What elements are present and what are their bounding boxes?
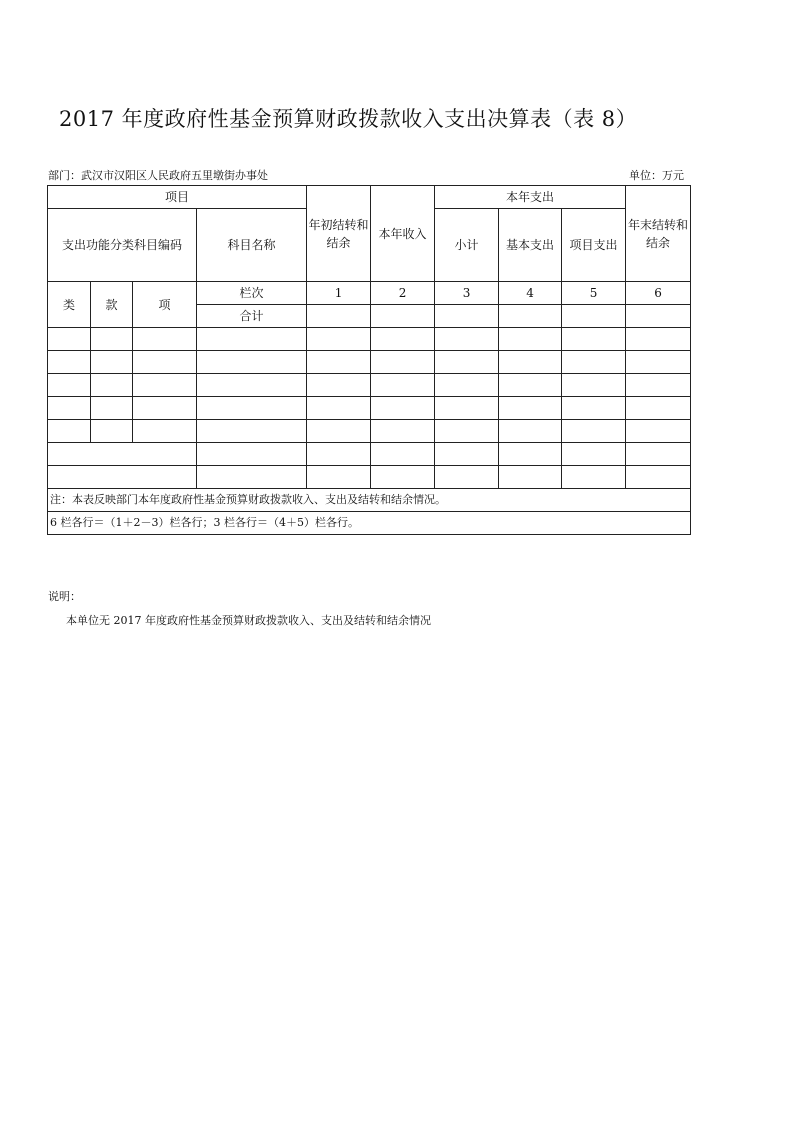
column-no-2: 2 (371, 282, 435, 305)
table-cell (499, 374, 562, 397)
table-cell (371, 351, 435, 374)
table-cell (371, 305, 435, 328)
table-cell (562, 374, 626, 397)
table-cell (197, 397, 307, 420)
table-cell (307, 328, 371, 351)
page-title: 2017 年度政府性基金预算财政拨款收入支出决算表（表 8） (59, 107, 638, 131)
table-cell (91, 374, 133, 397)
table-cell (435, 328, 499, 351)
total-label: 合计 (197, 305, 307, 328)
table-cell (499, 466, 562, 489)
table-cell (307, 305, 371, 328)
table-cell (435, 443, 499, 466)
budget-table (47, 185, 691, 535)
table-cell (562, 305, 626, 328)
table-cell (626, 420, 691, 443)
column-no-1: 1 (307, 282, 371, 305)
header-subtotal: 小计 (435, 209, 499, 282)
table-cell (307, 374, 371, 397)
header-xiang: 项 (133, 282, 197, 328)
table-cell (197, 374, 307, 397)
table-cell (48, 397, 91, 420)
table-cell (499, 305, 562, 328)
header-item: 项目 (48, 186, 307, 209)
table-cell (133, 397, 197, 420)
table-cell (435, 351, 499, 374)
table-cell (197, 351, 307, 374)
table-cell (197, 466, 307, 489)
table-cell (307, 351, 371, 374)
table-cell (626, 305, 691, 328)
column-no-6: 6 (626, 282, 691, 305)
table-cell (307, 466, 371, 489)
explanation-text: 本单位无 2017 年度政府性基金预算财政拨款收入、支出及结转和结余情况 (66, 614, 431, 627)
table-cell (133, 420, 197, 443)
table-cell (91, 328, 133, 351)
table-row (48, 374, 691, 397)
table-cell (371, 397, 435, 420)
table-cell (435, 305, 499, 328)
table-cell (91, 420, 133, 443)
table-row (48, 443, 691, 466)
column-no-4: 4 (499, 282, 562, 305)
table-cell (48, 466, 197, 489)
header-lei: 类 (48, 282, 91, 328)
table-note-1: 注：本表反映部门本年度政府性基金预算财政拨款收入、支出及结转和结余情况。 (48, 489, 691, 512)
table-cell (626, 443, 691, 466)
header-end-balance: 年末结转和结余 (626, 186, 691, 282)
table-cell (371, 328, 435, 351)
table-cell (197, 328, 307, 351)
table-cell (91, 397, 133, 420)
table-cell (562, 420, 626, 443)
table-cell (626, 374, 691, 397)
table-cell (371, 374, 435, 397)
table-cell (562, 443, 626, 466)
table-cell (435, 466, 499, 489)
column-no-label: 栏次 (197, 282, 307, 305)
table-row (48, 420, 691, 443)
unit-label: 单位：万元 (629, 169, 684, 182)
header-subject: 科目名称 (197, 209, 307, 282)
table-cell (133, 328, 197, 351)
table-row (48, 328, 691, 351)
table-cell (48, 420, 91, 443)
header-project: 项目支出 (562, 209, 626, 282)
table-note-2: 6 栏各行＝（1＋2－3）栏各行；3 栏各行＝（4＋5）栏各行。 (48, 512, 691, 535)
table-cell (499, 397, 562, 420)
header-kuan: 款 (91, 282, 133, 328)
header-basic: 基本支出 (499, 209, 562, 282)
table-cell (307, 397, 371, 420)
table-cell (48, 328, 91, 351)
column-no-3: 3 (435, 282, 499, 305)
table-cell (48, 351, 91, 374)
table-cell (307, 420, 371, 443)
table-cell (499, 443, 562, 466)
table-cell (371, 466, 435, 489)
table-cell (435, 397, 499, 420)
table-cell (48, 443, 197, 466)
table-cell (48, 374, 91, 397)
table-cell (371, 420, 435, 443)
table-cell (133, 351, 197, 374)
table-cell (499, 420, 562, 443)
table-cell (499, 351, 562, 374)
header-income: 本年收入 (371, 186, 435, 282)
table-cell (197, 420, 307, 443)
table-row (48, 397, 691, 420)
table-cell (499, 328, 562, 351)
header-expense: 本年支出 (435, 186, 626, 209)
table-cell (133, 374, 197, 397)
table-cell (307, 443, 371, 466)
table-cell (435, 374, 499, 397)
table-cell (562, 397, 626, 420)
table-cell (562, 351, 626, 374)
header-code: 支出功能分类科目编码 (48, 209, 197, 282)
header-begin-balance: 年初结转和结余 (307, 186, 371, 282)
table-cell (626, 328, 691, 351)
table-cell (626, 466, 691, 489)
table-cell (197, 443, 307, 466)
table-cell (435, 420, 499, 443)
table-cell (562, 328, 626, 351)
table-cell (371, 443, 435, 466)
explanation-label: 说明： (48, 590, 81, 603)
table-cell (626, 397, 691, 420)
table-row (48, 466, 691, 489)
table-cell (91, 351, 133, 374)
column-no-5: 5 (562, 282, 626, 305)
table-cell (626, 351, 691, 374)
department-label: 部门：武汉市汉阳区人民政府五里墩街办事处 (48, 169, 268, 182)
table-cell (562, 466, 626, 489)
table-row (48, 351, 691, 374)
